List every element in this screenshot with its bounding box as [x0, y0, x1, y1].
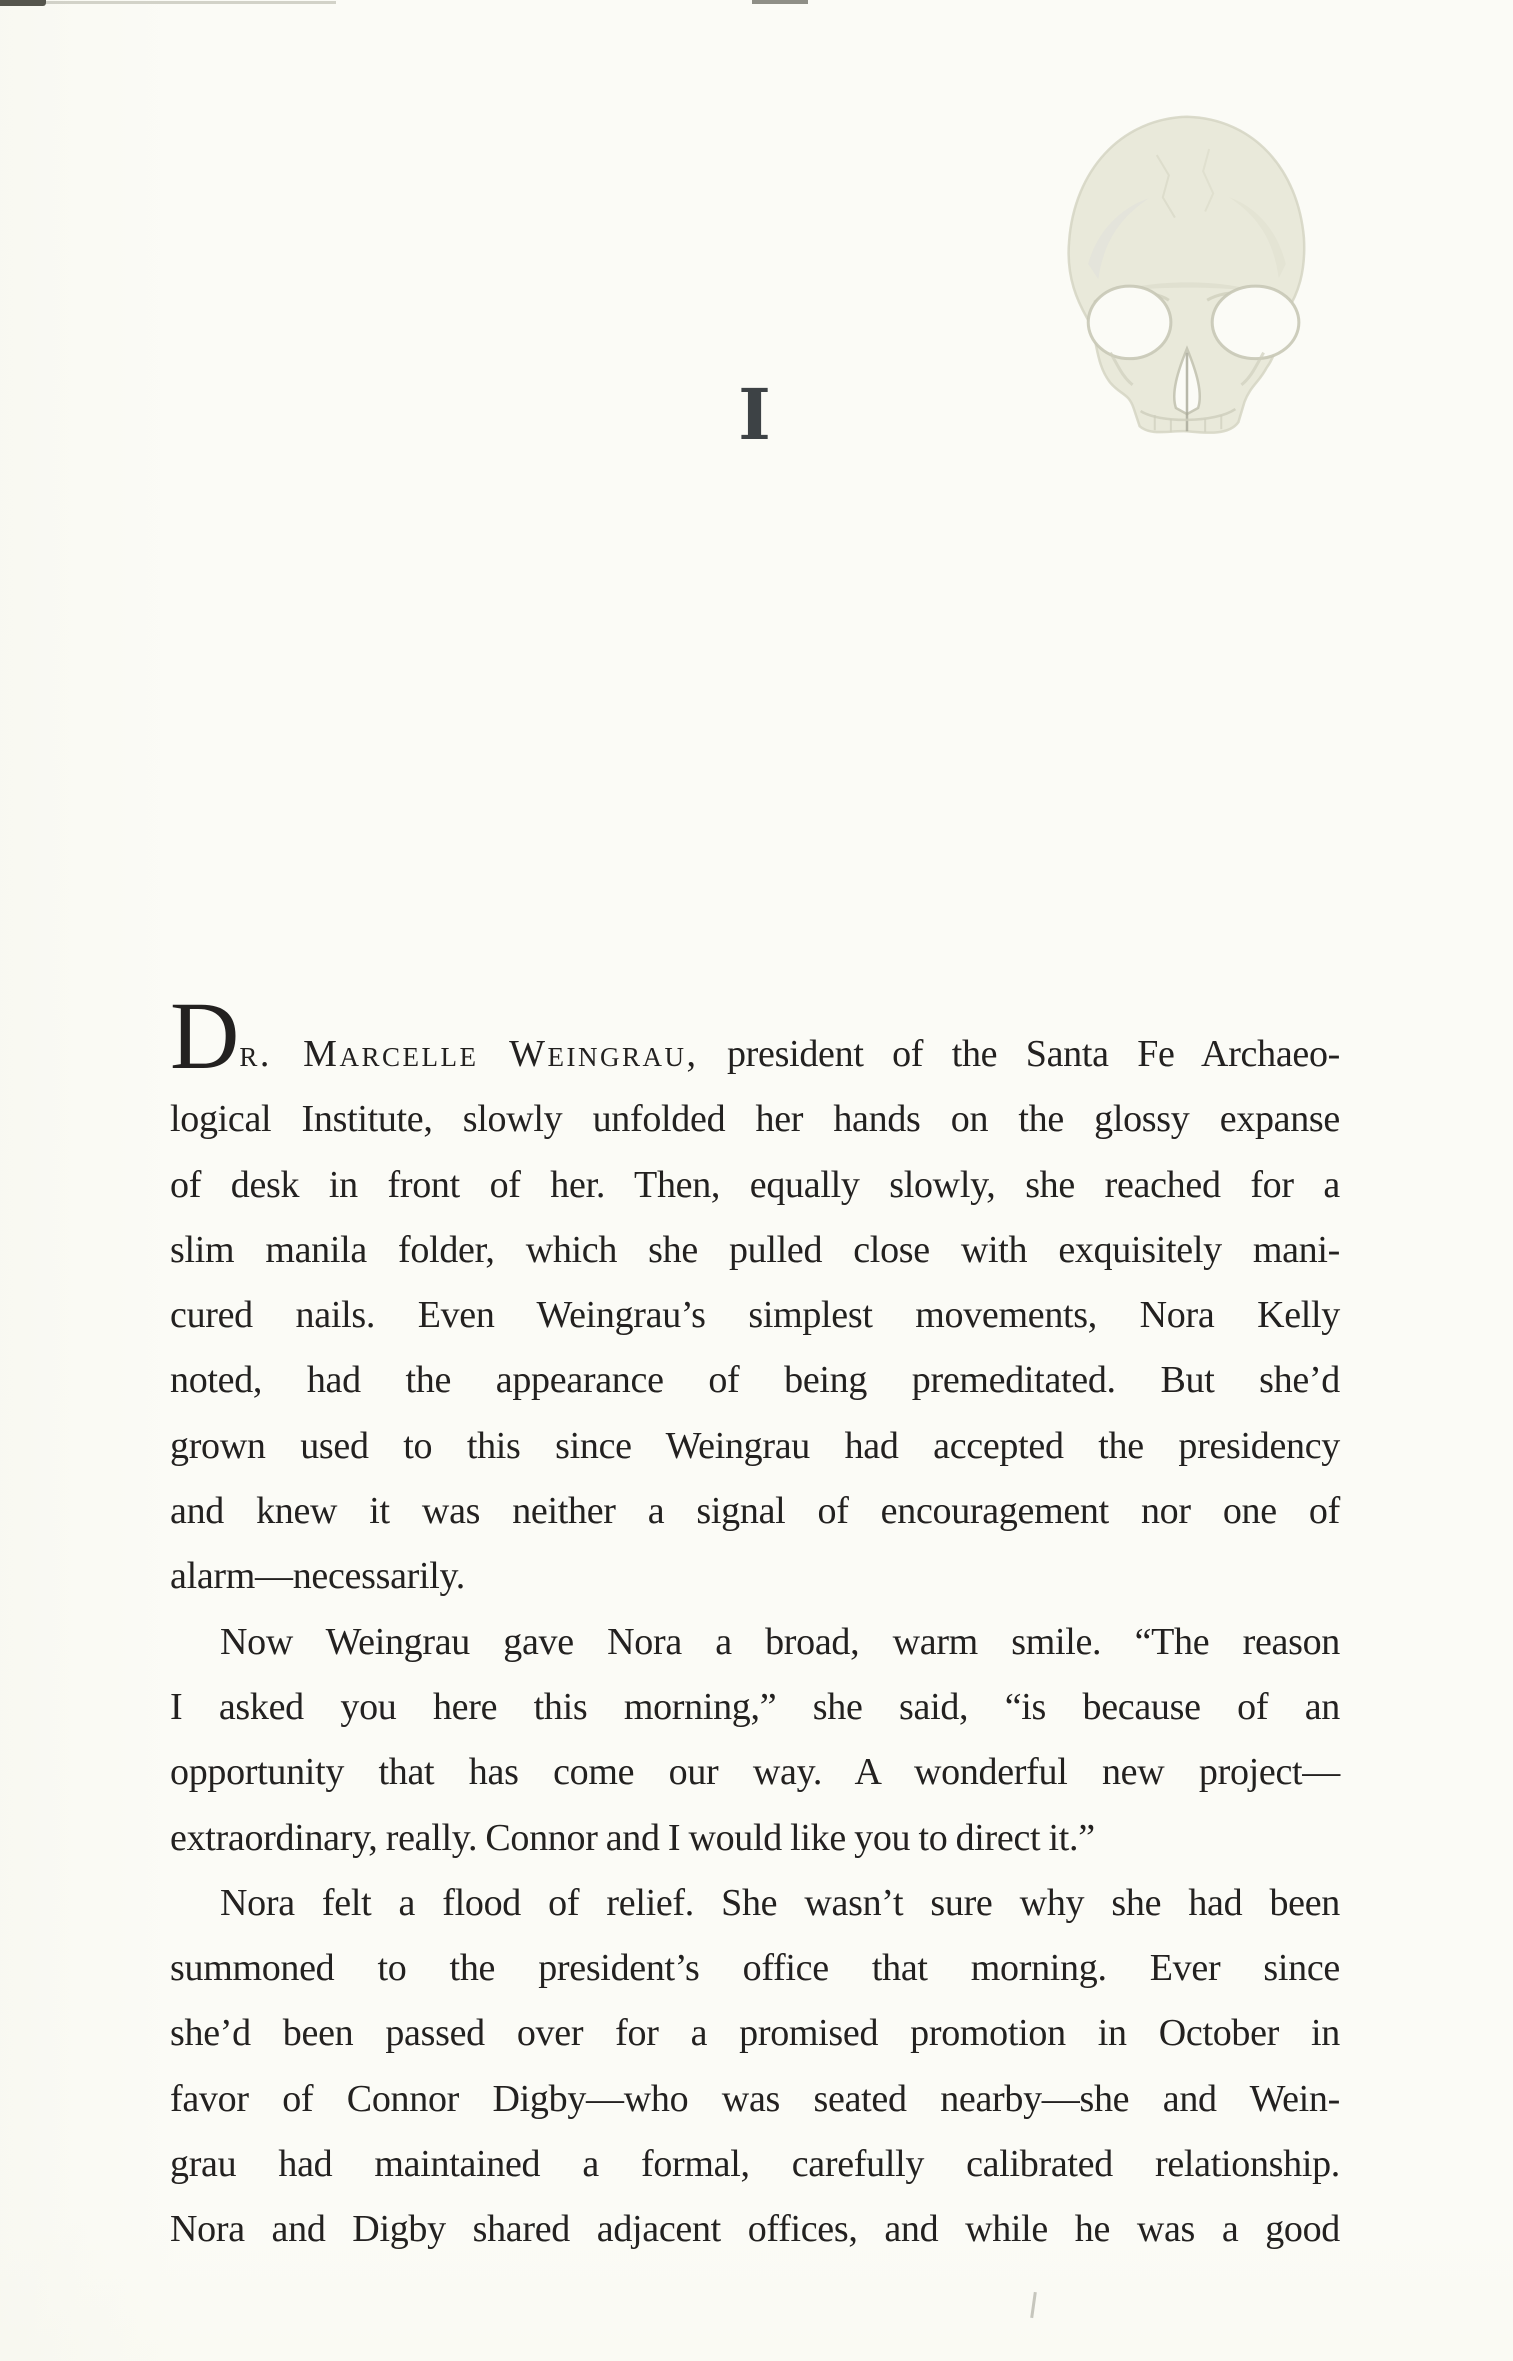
text-line-8: and knew it was neither a signal of encouragement nor one of: [170, 1490, 1340, 1533]
skull-eye-socket-right: [1212, 286, 1299, 359]
skull-eye-socket-left: [1088, 286, 1171, 359]
text-line-12: opportunity that has come our way. A wonderful new project—: [170, 1751, 1340, 1794]
text-line-13: extraordinary, really. Connor and I would like you to direct it.”: [170, 1816, 1095, 1859]
text-line-16: she’d been passed over for a promised promotion in October in: [170, 2012, 1340, 2055]
text-line-3: of desk in front of her. Then, equally slowly, she reached for a: [170, 1163, 1340, 1206]
text-line-6: noted, had the appearance of being premeditated. But she’d: [170, 1359, 1340, 1402]
text-line-15: summoned to the president’s office that morning. Ever since: [170, 1947, 1340, 1990]
text-block: [170, 982, 1341, 2263]
text-line-1-rest: president of the Santa Fe Archaeo-: [698, 1033, 1341, 1075]
text-line-7: grown used to this since Weingrau had accepted the presidency: [170, 1424, 1340, 1467]
chapter-number: I: [738, 373, 772, 456]
scan-artifact: [752, 0, 808, 4]
text-line-19: Nora and Digby shared adjacent offices, and while he was a good: [170, 2208, 1340, 2251]
text-line-4: slim manila folder, which she pulled close with exquisitely mani-: [170, 1228, 1340, 1271]
text-line-18: grau had maintained a formal, carefully calibrated relationship.: [170, 2143, 1340, 2186]
scan-artifact: [46, 1, 336, 4]
text-line-5: cured nails. Even Weingrau’s simplest movements, Nora Kelly: [170, 1294, 1340, 1337]
smallcaps-name: r. Marcelle Weingrau,: [239, 1033, 699, 1075]
text-line-10: Now Weingrau gave Nora a broad, warm smile. “The reason: [220, 1620, 1340, 1663]
text-line-11: I asked you here this morning,” she said, “is because of an: [170, 1685, 1340, 1728]
scan-artifact: [0, 0, 46, 6]
text-line-9: alarm—necessarily.: [170, 1555, 465, 1598]
text-line-14: Nora felt a flood of relief. She wasn’t sure why she had been: [220, 1881, 1340, 1924]
text-line-2: logical Institute, slowly unfolded her hands on the glossy expanse: [170, 1098, 1340, 1141]
text-line-1: [170, 982, 1341, 1089]
text-line-17: favor of Connor Digby—who was seated nearby—she and Wein-: [170, 2077, 1340, 2120]
drop-cap: D: [170, 982, 240, 1089]
